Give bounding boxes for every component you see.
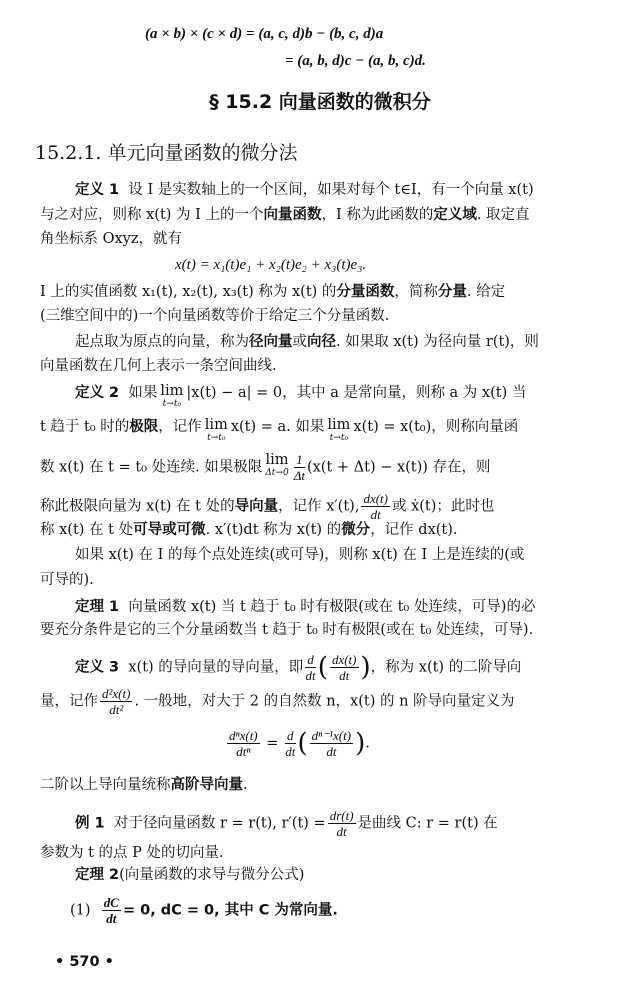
- def1-line-2: [40, 205, 530, 225]
- radius-line-2: 向量函数在几何上表示一条空间曲线.: [40, 358, 277, 374]
- text: 起点取为原点的向量，称为: [75, 334, 249, 350]
- fraction: [102, 895, 121, 926]
- def2-line-3: [40, 452, 491, 483]
- term: 可导或可微: [133, 522, 206, 538]
- fraction: [285, 728, 296, 759]
- text: 对于径向量函数 r = r(t), r′(t) =: [113, 815, 326, 832]
- ex1-label: 例 1: [75, 815, 105, 832]
- text: 向量函数 x(t) 当 t 趋于 t₀ 时有极限(或在 t₀ 处连续，可导)的必: [128, 599, 536, 615]
- radius-line-1: [75, 332, 539, 352]
- text: ，称为 x(t) 的二阶导向: [370, 659, 522, 676]
- text: 或: [292, 334, 307, 350]
- equals: =: [266, 735, 279, 752]
- fraction: [310, 728, 353, 759]
- numerator: dⁿ⁻¹x(t): [311, 728, 352, 743]
- equation-line-1: (a × b) × (c × d) = (a, c, d)b − (b, c, d)a: [145, 26, 384, 42]
- text: x(t) = a. 如果: [230, 419, 325, 435]
- def1-line-1: [75, 180, 534, 200]
- paren: ): [355, 728, 366, 759]
- text: ，简称: [394, 284, 438, 300]
- fraction: [328, 808, 356, 839]
- lim-text: lim: [265, 452, 289, 468]
- def1-line-3: 角坐标系 Oxyz，就有: [40, 231, 183, 247]
- def3-line-1: [75, 652, 521, 683]
- numerator: dx(t): [331, 652, 357, 667]
- text: . 如果取 x(t) 为径向量 r(t)，则: [336, 334, 539, 350]
- denominator: Δt: [293, 468, 305, 483]
- term: 极限: [129, 419, 159, 435]
- fraction: [294, 452, 305, 483]
- fraction: [100, 686, 132, 717]
- text: x(t) = x(t₀)，则称向量函: [353, 419, 519, 435]
- term: 分量函数: [336, 284, 395, 300]
- text: 或 ẋ(t)；此时也: [391, 498, 495, 515]
- section-title: § 15.2 向量函数的微积分: [209, 91, 431, 113]
- limit: [160, 383, 183, 409]
- def3-label: 定义 3: [75, 659, 120, 676]
- lim-sub: t→t₀: [162, 399, 182, 409]
- limit: [327, 417, 350, 443]
- thm1-label: 定理 1: [75, 599, 120, 615]
- text: 设 I 是实数轴上的一个区间，如果对每个 t∈I，有一个向量 x(t): [128, 182, 534, 198]
- text: I 上的实值函数 x₁(t), x₂(t), x₃(t) 称为 x(t) 的: [40, 284, 337, 300]
- item-number: (1): [70, 902, 91, 919]
- numerator: d: [307, 652, 314, 667]
- subsection-title: 15.2.1. 单元向量函数的微分法: [35, 142, 298, 164]
- ex1-line-2: 参数为 t 的点 P 处的切向量.: [40, 845, 224, 861]
- lim-sub: Δt→0: [265, 468, 289, 478]
- text: 量，记作: [40, 693, 98, 710]
- fraction: [305, 652, 316, 683]
- denominator: dt: [106, 911, 117, 926]
- text: 二阶以上导向量统称: [40, 777, 171, 793]
- text: . x′(t)dt 称为 x(t) 的: [205, 522, 342, 538]
- term: 微分: [341, 522, 371, 538]
- term: 定义域: [433, 207, 477, 223]
- def1-line-5: (三维空间中的)一个向量函数等价于给定三个分量函数.: [40, 308, 390, 324]
- thm1-line-1: [75, 597, 535, 617]
- text: ，I 称为此函数的: [321, 207, 434, 223]
- text: . 取定直: [476, 207, 530, 223]
- def2-line-6: 如果 x(t) 在 I 的每个点处连续(或可导)，则称 x(t) 在 I 上是连续的(或: [75, 547, 525, 563]
- fraction: [330, 652, 359, 683]
- def3-line-3: [40, 775, 248, 795]
- def2-line-5: [40, 520, 458, 540]
- paren: (: [317, 652, 328, 683]
- def1-label: 定义 1: [75, 182, 120, 198]
- text: t 趋于 t₀ 时的: [40, 419, 130, 435]
- def1-line-4: [40, 282, 505, 302]
- def2-label: 定义 2: [75, 385, 120, 401]
- text: .: [243, 777, 248, 793]
- def1-equation: x(t) = x₁(t)e₁ + x₂(t)e₂ + x₃(t)e₃.: [175, 257, 367, 273]
- thm2-heading: [75, 865, 304, 885]
- text: = 0, dC = 0, 其中 C 为常向量.: [122, 902, 338, 919]
- page-number: • 570 •: [55, 954, 114, 970]
- text: . 给定: [466, 284, 506, 300]
- limit: [265, 452, 288, 478]
- def3-equation: [225, 728, 370, 759]
- term: 向量函数: [263, 207, 322, 223]
- def3-line-2: [40, 686, 515, 717]
- denominator: dt: [339, 668, 350, 683]
- thm2-item-1: [70, 895, 338, 926]
- text: . 一般地，对大于 2 的自然数 n，x(t) 的 n 阶导向量定义为: [134, 693, 515, 710]
- numerator: dC: [103, 895, 119, 910]
- denominator: dt²: [109, 702, 124, 717]
- text: 是曲线 C: r = r(t) 在: [357, 815, 498, 832]
- numerator: dⁿx(t): [229, 728, 258, 743]
- text: 称此极限向量为 x(t) 在 t 处的: [40, 498, 235, 515]
- thm2-label: 定理 2: [75, 867, 120, 883]
- denominator: dt: [285, 744, 296, 759]
- lim-sub: t→t₀: [329, 433, 349, 443]
- thm2-title: (向量函数的求导与微分公式): [119, 867, 305, 883]
- lim-text: lim: [160, 383, 184, 399]
- fraction: [227, 728, 260, 759]
- limit: [205, 417, 228, 443]
- text: x(t) 的导向量的导向量，即: [128, 659, 304, 676]
- denominator: dtⁿ: [236, 744, 251, 759]
- denominator: dt: [370, 507, 381, 522]
- denominator: dt: [326, 744, 337, 759]
- text: .: [365, 735, 370, 752]
- text: 称 x(t) 在 t 处: [40, 522, 134, 538]
- text: 与之对应，则称 x(t) 为 I 上的一个: [40, 207, 264, 223]
- equation-line-2: = (a, b, d)c − (a, b, c)d.: [285, 53, 426, 69]
- numerator: 1: [296, 452, 303, 467]
- term: 分量: [437, 284, 467, 300]
- def2-line-2: [40, 417, 518, 443]
- term: 导向量: [234, 498, 279, 515]
- def2-line-1: [75, 383, 526, 409]
- text: ，记作 dx(t).: [370, 522, 458, 538]
- lim-text: lim: [204, 417, 228, 433]
- numerator: dx(t): [363, 491, 388, 506]
- def2-line-7: 可导的).: [40, 572, 94, 588]
- denominator: dt: [336, 824, 347, 839]
- text: (x(t + Δt) − x(t)) 存在，则: [306, 459, 491, 476]
- text: 如果: [128, 385, 158, 401]
- thm1-line-2: 要充分条件是它的三个分量函数当 t 趋于 t₀ 时有极限(或在 t₀ 处连续，可导).: [40, 622, 534, 638]
- text: ，记作 x′(t),: [278, 498, 360, 515]
- numerator: d²x(t): [102, 686, 131, 701]
- term: 高阶导向量: [170, 777, 243, 793]
- lim-sub: t→t₀: [207, 433, 226, 443]
- term: 径向量: [249, 334, 293, 350]
- term: 向径: [307, 334, 336, 350]
- numerator: dr(t): [329, 808, 354, 823]
- text: ，记作: [158, 419, 202, 435]
- def2-line-4: [40, 491, 494, 522]
- ex1-line-1: [75, 808, 498, 839]
- lim-text: lim: [327, 417, 351, 433]
- text: 数 x(t) 在 t = t₀ 处连续. 如果极限: [40, 459, 263, 476]
- paren: ): [360, 652, 371, 683]
- numerator: d: [287, 728, 294, 743]
- text: |x(t) − a| = 0，其中 a 是常向量，则称 a 为 x(t) 当: [186, 385, 527, 401]
- denominator: dt: [305, 668, 316, 683]
- fraction: [361, 491, 390, 522]
- paren: (: [297, 728, 308, 759]
